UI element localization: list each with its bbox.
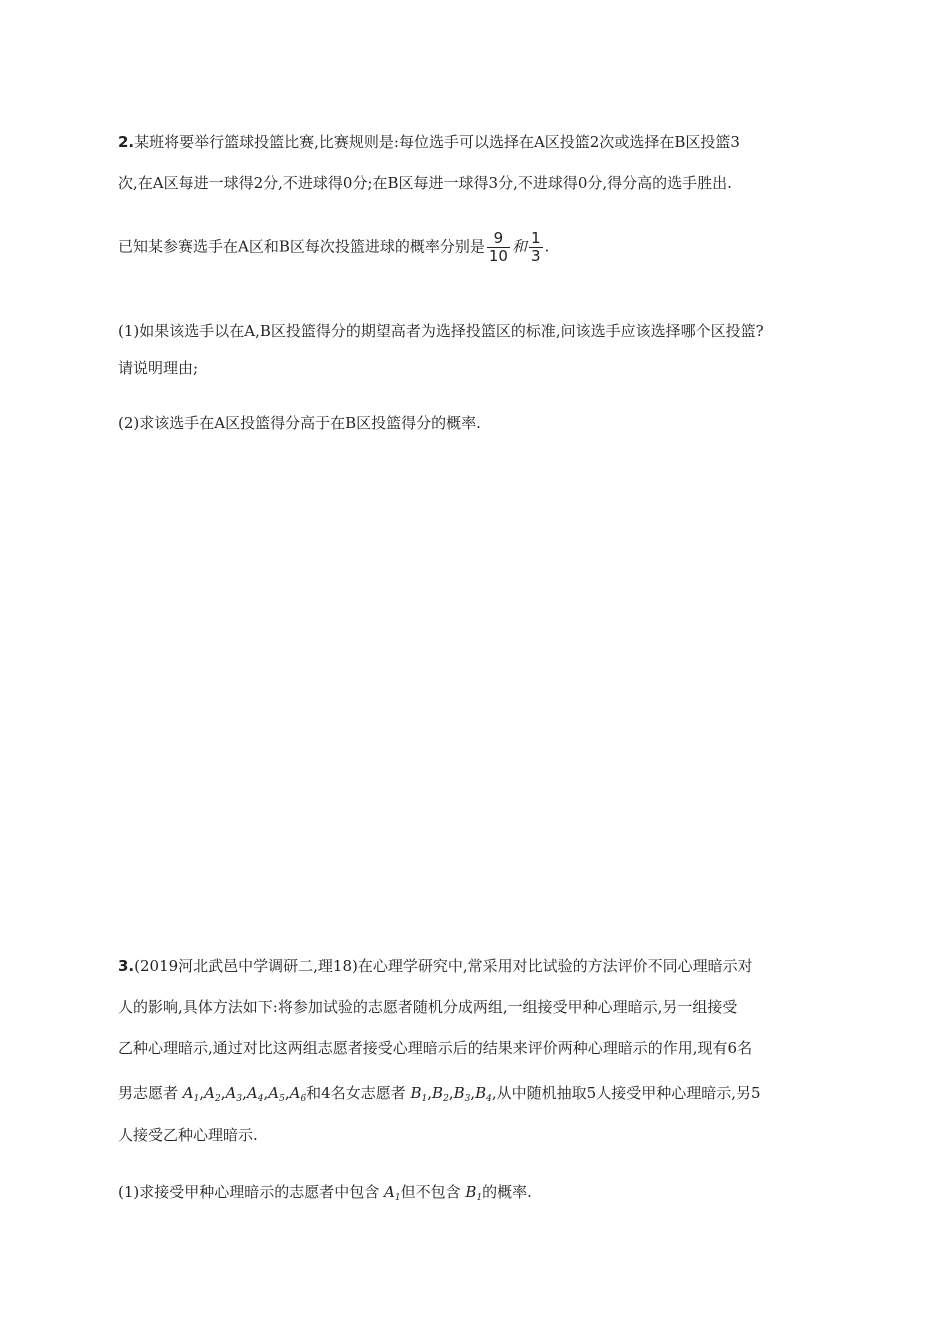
q3-part-1-text-c: 的概率. [482,1183,532,1201]
comma: , [284,1084,290,1102]
fraction-denominator: 3 [530,247,541,265]
var-letter: B [475,1084,487,1102]
q3-part-1-text-b: 但不包含 [400,1183,461,1201]
var-subscript: 1 [476,1193,483,1203]
q2-number: 2. [118,133,135,151]
q2-part-1-text-2: 请说明理由; [118,359,199,377]
q2-part-1-text-1: (1)如果该选手以在A,B区投篮得分的期望高者为选择投篮区的标准,问该选手应该选择哪个区投篮? [118,322,764,340]
var-subscript: 3 [464,1094,471,1104]
q2-part-2-line [118,412,838,434]
q3-text-1: (2019河北武邑中学调研二,理18)在心理学研究中,常采用对比试验的方法评价不同心理暗示对 [134,957,753,975]
var-subscript: 4 [486,1094,492,1104]
var-a1 [384,1183,401,1201]
q3-line-5 [118,1124,838,1146]
q3-text-3: 乙种心理暗示,通过对比这两组志愿者接受心理暗示后的结果来评价两种心理暗示的作用,现有6名 [118,1039,753,1057]
var-subscript: 1 [421,1094,428,1104]
q3-line-2 [118,996,838,1018]
var-letter: A [384,1183,395,1201]
var-letter: A [289,1084,301,1102]
fraction-numerator: 1 [530,229,541,247]
var-subscript: 2 [443,1094,449,1104]
q2-line-2 [118,172,838,194]
var-letter: A [268,1084,280,1102]
q2-part-2-text: (2)求该选手在A区投篮得分高于在B区投篮得分的概率. [118,414,481,432]
q3-text-4b: 和4名女志愿者 [306,1084,406,1102]
comma: , [199,1084,205,1102]
var-letter: B [465,1183,477,1201]
var-letter: A [225,1084,237,1102]
var-subscript: 1 [394,1193,401,1203]
period: . [544,237,550,256]
var-subscript: 1 [193,1094,200,1104]
q2-text-3: 已知某参赛选手在A区和B区每次投篮进球的概率分别是 [118,237,485,256]
var-letter: B [432,1084,444,1102]
male-volunteer-3 [226,1084,243,1102]
var-subscript: 6 [300,1094,307,1104]
female-volunteer-list [411,1084,492,1102]
comma: , [220,1084,226,1102]
q3-part-1-line [118,1181,838,1203]
fraction-nine-tenths [487,230,510,265]
q3-text-4a: 男志愿者 [118,1084,179,1102]
var-b1 [465,1183,482,1201]
male-volunteer-6 [290,1084,307,1102]
fraction-denominator: 10 [488,247,508,265]
var-subscript: 4 [257,1094,264,1104]
female-volunteer-2 [432,1084,449,1102]
q3-line-4 [118,1082,838,1104]
q3-text-4c: ,从中随机抽取5人接受甲种心理暗示,另5 [491,1084,761,1102]
comma: , [448,1084,454,1102]
comma: , [263,1084,269,1102]
male-volunteer-4 [247,1084,264,1102]
male-volunteer-2 [204,1084,221,1102]
var-letter: A [182,1084,194,1102]
fraction-one-third [529,230,543,265]
var-letter: A [246,1084,258,1102]
q2-part-1-line-2 [118,357,838,379]
male-volunteer-5 [268,1084,285,1102]
var-letter: A [204,1084,215,1102]
q3-line-1 [118,955,838,977]
var-letter: B [453,1084,465,1102]
fraction-numerator: 9 [487,230,510,248]
female-volunteer-1 [411,1084,428,1102]
q2-text-1: 某班将要举行篮球投篮比赛,比赛规则是:每位选手可以选择在A区投篮2次或选择在B区投篮3 [134,133,740,151]
var-subscript: 5 [279,1094,285,1104]
q3-line-3 [118,1037,838,1059]
q3-number: 3. [118,957,135,975]
female-volunteer-4 [475,1084,492,1102]
q2-line-1 [118,131,838,153]
male-volunteer-list [183,1084,306,1102]
var-letter: B [410,1084,422,1102]
comma: , [242,1084,247,1102]
var-subscript: 3 [236,1094,243,1104]
comma: , [470,1084,476,1102]
q3-text-2: 人的影响,具体方法如下:将参加试验的志愿者随机分成两组,一组接受甲种心理暗示,另一组接受 [118,998,738,1016]
comma: , [427,1084,433,1102]
q3-text-5: 人接受乙种心理暗示. [118,1126,258,1144]
male-volunteer-1 [183,1084,200,1102]
var-subscript: 2 [215,1094,221,1104]
q3-part-1-text-a: (1)求接受甲种心理暗示的志愿者中包含 [118,1183,380,1201]
q2-text-2: 次,在A区每进一球得2分,不进球得0分;在B区每进一球得3分,不进球得0分,得分高的选手胜出. [118,174,732,192]
q2-line-3 [118,230,838,265]
and-word: 和 [511,237,527,256]
q2-part-1-line-1 [118,320,838,342]
female-volunteer-3 [454,1084,471,1102]
